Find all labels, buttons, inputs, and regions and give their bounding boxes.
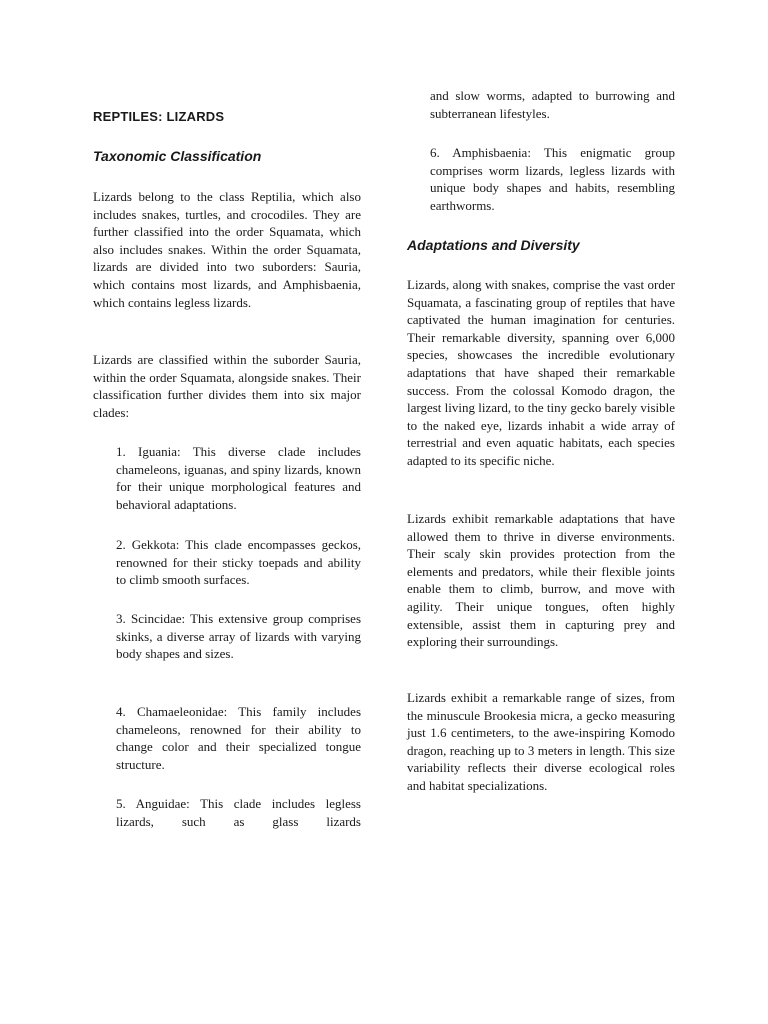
paragraph: Lizards are classified within the suborder Sauria, within the order Squamata, alongside snakes. Their classification further divides them into six major clades: bbox=[93, 352, 361, 420]
paragraph: Lizards exhibit a remarkable range of sizes, from the minuscule Brookesia micra, a gecko measuring just 1.6 centimeters, to the awe-inspiring Komodo dragon, reaching up to 3 meters in length. This size variability reflects their diverse ecological roles and habitat specializations. bbox=[407, 690, 675, 793]
list-item: 2. Gekkota: This clade encompasses geckos, renowned for their sticky toepads and ability to climb smooth surfaces. bbox=[116, 537, 361, 588]
list-item-continuation: and slow worms, adapted to burrowing and subterranean lifestyles. bbox=[430, 88, 675, 121]
list-item: 4. Chamaeleonidae: This family includes chameleons, renowned for their ability to change color and their specialized tongue structure. bbox=[116, 704, 361, 772]
section-heading-adaptations-and-diversity: Adaptations and Diversity bbox=[407, 237, 580, 253]
section-heading-taxonomic-classification: Taxonomic Classification bbox=[93, 148, 262, 164]
paragraph: Lizards exhibit remarkable adaptations that have allowed them to thrive in diverse environments. Their scaly skin provides protection from the elements and predators, while their flexible joints enable them to climb, burrow, and move with agility. Their unique tongues, often highly extensible, assist them in capturing prey and exploring their surroundings. bbox=[407, 511, 675, 650]
document-title: REPTILES: LIZARDS bbox=[93, 109, 225, 124]
paragraph: Lizards belong to the class Reptilia, which also includes snakes, turtles, and crocodiles. They are further classified into the order Squamata, which also includes snakes. Within the order Squamata, lizards are divided into two suborders: Sauria, which contains most lizards, and Amphisbaenia, which contains legless lizards. bbox=[93, 189, 361, 310]
list-item: 3. Scincidae: This extensive group comprises skinks, a diverse array of lizards with varying body shapes and sizes. bbox=[116, 611, 361, 662]
list-item: 1. Iguania: This diverse clade includes chameleons, iguanas, and spiny lizards, known for their unique morphological features and behavioral adaptations. bbox=[116, 444, 361, 512]
list-item: 6. Amphisbaenia: This enigmatic group comprises worm lizards, legless lizards with unique body shapes and habits, resembling earthworms. bbox=[430, 145, 675, 213]
paragraph: Lizards, along with snakes, comprise the vast order Squamata, a fascinating group of reptiles that have captivated the human imagination for centuries. Their remarkable diversity, spanning over 6,000 species, showcases the incredible evolutionary adaptations that have shaped their remarkable success. From the colossal Komodo dragon, the largest living lizard, to the tiny gecko barely visible to the naked eye, lizards inhabit a wide array of terrestrial and even aquatic habitats, each species adapted to its specific niche. bbox=[407, 277, 675, 468]
list-item: 5. Anguidae: This clade includes legless lizards, such as glass lizards bbox=[116, 796, 361, 829]
